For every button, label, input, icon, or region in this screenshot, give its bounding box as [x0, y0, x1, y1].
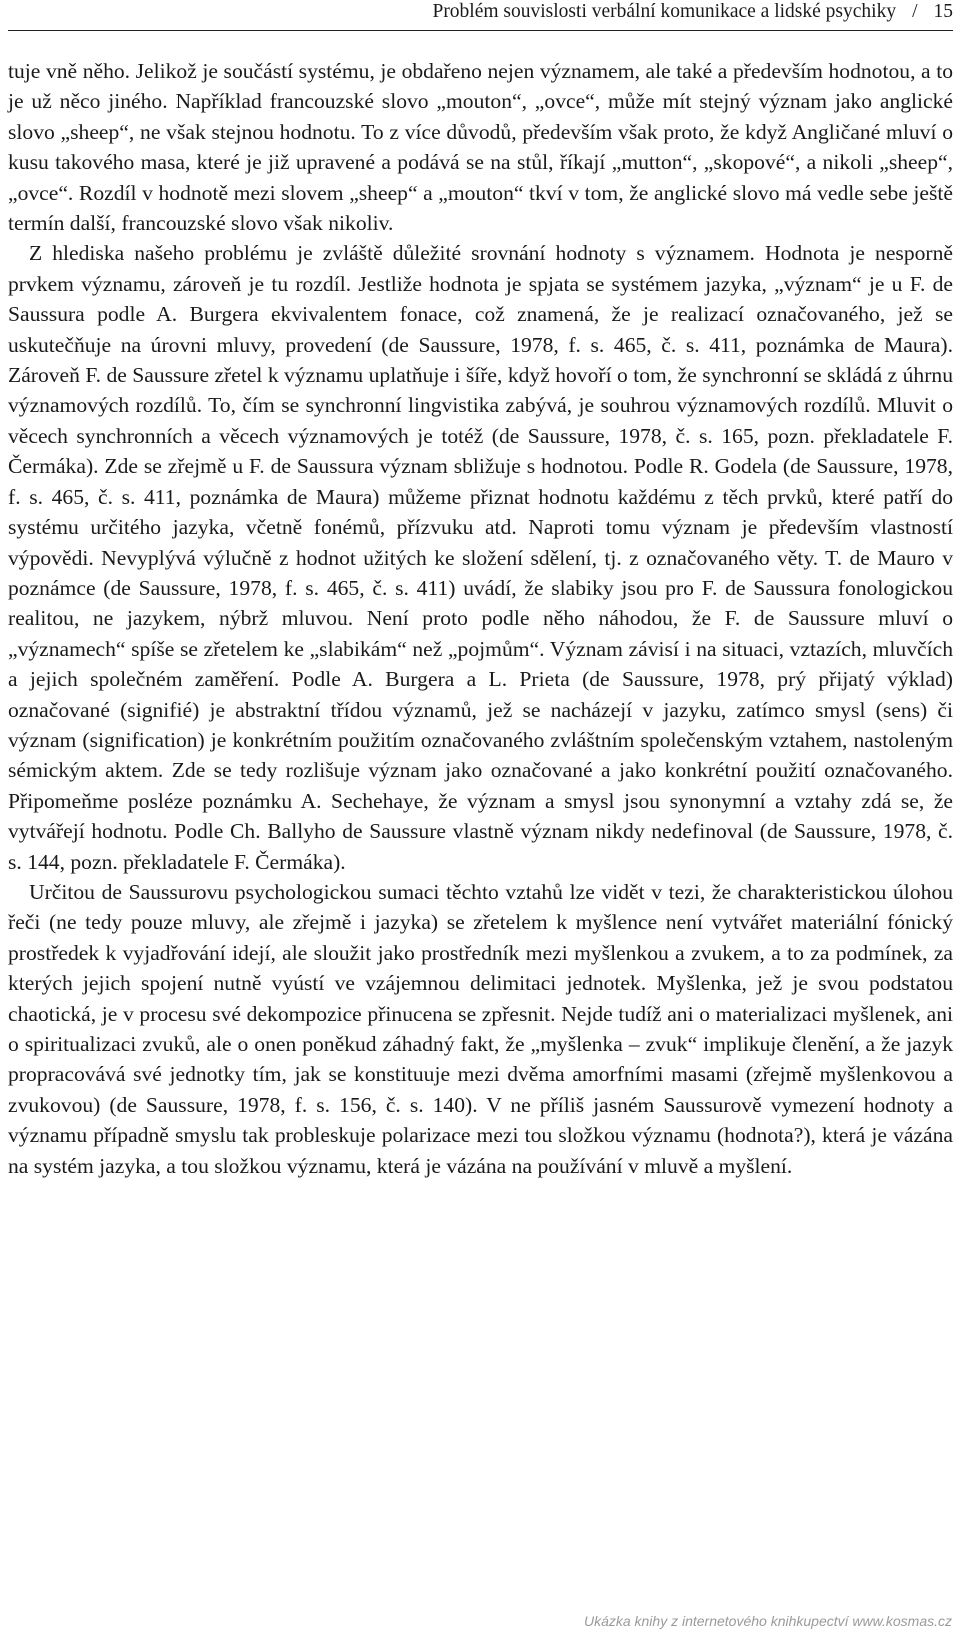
paragraph: Z hlediska našeho problému je zvláště důležité srovnání hodnoty s významem. Hodnota je nesporně prvkem významu, zároveň je tu rozdíl. Jestliže hodnota je spjata se systémem jazyka, „význam“ je u F. de Saussura podle A. Burgera ekvivalentem fonace, což znamená, že je realizací označovaného, jež se uskutečňuje na úrovni mluvy, provedení (de Saussure, 1978, f. s. 465, č. s. 411, poznámka de Maura). Zároveň F. de Saussure zřetel k významu uplatňuje i šíře, když hovoří o tom, že synchronní se skládá z úhrnu významových rozdílů. To, čím se synchronní lingvistika zabývá, je souhrou významových rozdílů. Mluvit o věcech synchronních a věcech významových je totéž (de Saussure, 1978, č. s. 165, pozn. překladatele F. Čermáka). Zde se zřejmě u F. de Saussura význam sbližuje s hodnotou. Podle R. Godela (de Saussure, 1978, f. s. 465, č. s. 411, poznámka de Maura) můžeme přiznat hodnotu každému z těch prvků, které patří do systému určitého jazyka, včetně fonémů, přízvuku atd. Naproti tomu význam je především vlastností výpovědi. Nevyplývá výlučně z hodnot užitých ke složení sdělení, tj. z označovaného věty. T. de Mauro v poznámce (de Saussure, 1978, f. s. 465, č. s. 411) uvádí, že slabiky jsou pro F. de Saussura fonologickou realitou, ne jazykem, nýbrž mluvou. Není proto podle něho náhodou, že F. de Saussure mluví o „významech“ spíše se zřetelem ke „slabikám“ než „pojmům“. Význam závisí i na situaci, vztazích, mluvčích a jejich společném zaměření. Podle A. Burgera a L. Prieta (de Saussure, 1978, prý přijatý výklad) označované (signifié) je abstraktní třídou významů, jež se nacházejí v jazyku, zatímco smysl (sens) či význam (signification) je konkrétním použitím označovaného zvláštním společenským vztahem, nastoleným sémickým aktem. Zde se tedy rozlišuje význam jako označované a jako konkrétní použití označovaného. Připomeňme posléze poznámku A. Sechehaye, že význam a smysl jsou synonymní a vztahy zdá se, že vytvářejí hodnotu. Podle Ch. Ballyho de Saussure vlastně význam nikdy nedefinoval (de Saussure, 1978, č. s. 144, pozn. překladatele F. Čermáka).	[8, 241, 953, 874]
page-number: 15	[933, 1, 953, 22]
running-title: Problém souvislosti verbální komunikace a lidské psychiky	[432, 1, 897, 22]
running-header	[8, 0, 953, 31]
paragraph-continued: tuje vně něho. Jelikož je součástí systému, je obdařeno nejen významem, ale také a především hodnotou, a to je už něco jiného. Například francouzské slovo „mouton“, „ovce“, může mít stejný význam jako anglické slovo „sheep“, ne však stejnou hodnotu. To z více důvodů, především však proto, že když Angličané mluví o kusu takového masa, které je již upravené a podává se na stůl, říkají „mutton“, „skopové“, a nikoli „sheep“, „ovce“. Rozdíl v hodnotě mezi slovem „sheep“ a „mouton“ tkví v tom, že anglické slovo má vedle sebe ještě termín další, francouzské slovo však nikoliv.	[8, 59, 953, 236]
header-separator: /	[912, 1, 918, 22]
paragraph: Určitou de Saussurovu psychologickou sumaci těchto vztahů lze vidět v tezi, že charakteristickou úlohou řeči (ne tedy pouze mluvy, ale zřejmě i jazyka) se zřetelem k myšlence není vytvářet materiální fónický prostředek k vyjadřování idejí, ale sloužit jako prostředník mezi myšlenkou a zvukem, a to za podmínek, za kterých jejich spojení nutně vyústí ve vzájemnou delimitaci jednotek. Myšlenka, jež je svou podstatou chaotická, je v procesu své dekompozice přinucena se zpřesnit. Nejde tudíž ani o materializaci myšlenek, ani o spiritualizaci zvuků, ale o onen poněkud záhadný fakt, že „myšlenka – zvuk“ implikuje členění, a že jazyk propracovává své jednotky tím, jak se konstituuje mezi dvěma amorfními masami (zřejmě myšlenkovou a zvukovou) (de Saussure, 1978, f. s. 156, č. s. 140). V ne příliš jasném Saussurově vymezení hodnoty a významu případně smyslu tak probleskuje polarizace mezi tou složkou významu (hodnota?), která je vázána na systém jazyka, a tou složkou významu, která je vázána na používání v mluvě a myšlení.	[8, 879, 953, 1178]
footer-watermark-note: Ukázka knihy z internetového knihkupectví www.kosmas.cz	[583, 1613, 952, 1629]
body-text	[8, 56, 953, 1181]
